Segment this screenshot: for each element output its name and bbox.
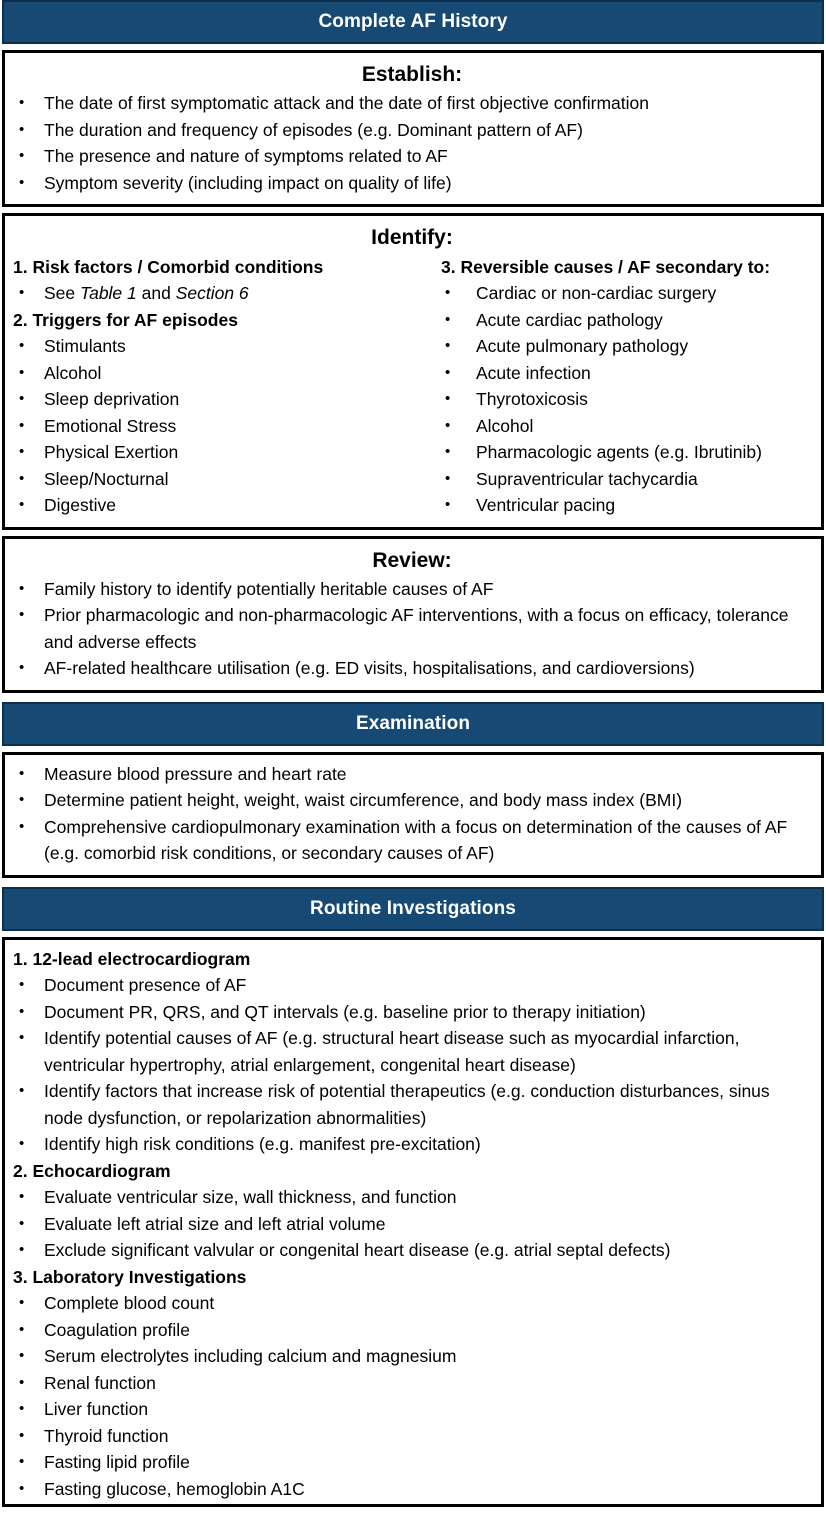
list-item: • The presence and nature of symptoms related to AF — [11, 143, 813, 170]
identify-box — [2, 213, 824, 529]
list-item: • Cardiac or non-cardiac surgery — [431, 280, 813, 307]
identify-left-column — [11, 254, 431, 519]
establish-list — [11, 90, 813, 196]
section-header-routine-investigations: Routine Investigations — [2, 887, 824, 931]
section-header-complete-af-history: Complete AF History — [2, 0, 824, 44]
list-item: • Family history to identify potentially heritable causes of AF — [11, 576, 813, 603]
identify-title: Identify: — [371, 226, 453, 250]
list-item: • Thyroid function — [11, 1423, 813, 1450]
laboratory-list — [11, 1290, 813, 1502]
review-title: Review: — [372, 548, 452, 572]
list-item: • Sleep deprivation — [11, 386, 431, 413]
ref-middle: and — [136, 283, 176, 303]
routine-heading-laboratory: 3. Laboratory Investigations — [13, 1266, 247, 1287]
list-item: • Renal function — [11, 1370, 813, 1397]
list-item: • Stimulants — [11, 333, 431, 360]
list-item: • Pharmacologic agents (e.g. Ibrutinib) — [431, 439, 813, 466]
list-item: • Liver function — [11, 1396, 813, 1423]
ecg-list — [11, 972, 813, 1158]
ref-prefix: See — [44, 283, 80, 303]
spacer — [2, 693, 824, 702]
list-item: • Alcohol — [431, 413, 813, 440]
list-item: • Comprehensive cardiopulmonary examination with a focus on determination of the causes of AF (e.g. comorbid risk conditions, or secondary causes of AF) — [11, 814, 813, 867]
list-item: • Ventricular pacing — [431, 492, 813, 519]
list-item: • Acute cardiac pathology — [431, 307, 813, 334]
list-item: • Exclude significant valvular or congenital heart disease (e.g. atrial septal defects) — [11, 1237, 813, 1264]
list-item: • Acute pulmonary pathology — [431, 333, 813, 360]
list-item: • Physical Exertion — [11, 439, 431, 466]
list-item: • Sleep/Nocturnal — [11, 466, 431, 493]
identify-columns — [11, 254, 813, 519]
list-item: • Symptom severity (including impact on quality of life) — [11, 170, 813, 197]
identify-heading-reversible-causes: 3. Reversible causes / AF secondary to: — [441, 256, 771, 277]
list-item: • Digestive — [11, 492, 431, 519]
establish-title: Establish: — [361, 63, 463, 86]
list-item: • Identify potential causes of AF (e.g. structural heart disease such as myocardial infarction, ventricular hypertrophy, atrial enlargement, congenital heart disease) — [11, 1025, 813, 1078]
identify-heading-triggers: 2. Triggers for AF episodes — [13, 309, 238, 330]
list-item: • Prior pharmacologic and non-pharmacologic AF interventions, with a focus on efficacy, tolerance and adverse effects — [11, 602, 813, 655]
examination-box — [2, 752, 824, 878]
list-item: • Emotional Stress — [11, 413, 431, 440]
establish-box — [2, 50, 824, 207]
identify-reference-list — [11, 280, 431, 307]
list-item: • Determine patient height, weight, waist circumference, and body mass index (BMI) — [11, 787, 813, 814]
routine-investigations-box — [2, 937, 824, 1508]
identify-causes-list — [431, 280, 813, 519]
list-item: • Serum electrolytes including calcium and magnesium — [11, 1343, 813, 1370]
list-item: • Identify high risk conditions (e.g. manifest pre-excitation) — [11, 1131, 813, 1158]
examination-list — [11, 761, 813, 867]
list-item: • Complete blood count — [11, 1290, 813, 1317]
list-item: • Document PR, QRS, and QT intervals (e.g. baseline prior to therapy initiation) — [11, 999, 813, 1026]
list-item: • The date of first symptomatic attack and the date of first objective confirmation — [11, 90, 813, 117]
list-item: • Acute infection — [431, 360, 813, 387]
list-item: • Fasting glucose, hemoglobin A1C — [11, 1476, 813, 1503]
review-list — [11, 576, 813, 682]
identify-heading-risk-factors: 1. Risk factors / Comorbid conditions — [13, 256, 324, 277]
review-box — [2, 536, 824, 693]
identify-triggers-list — [11, 333, 431, 519]
list-item: • Supraventricular tachycardia — [431, 466, 813, 493]
list-item: • AF-related healthcare utilisation (e.g. ED visits, hospitalisations, and cardioversions) — [11, 655, 813, 682]
list-item: • Document presence of AF — [11, 972, 813, 999]
list-item — [11, 280, 431, 307]
list-item: • Thyrotoxicosis — [431, 386, 813, 413]
list-item: • Evaluate ventricular size, wall thickness, and function — [11, 1184, 813, 1211]
identify-right-column — [431, 254, 813, 519]
list-item: • Evaluate left atrial size and left atrial volume — [11, 1211, 813, 1238]
ref-table: Table 1 — [80, 283, 137, 303]
list-item: • Coagulation profile — [11, 1317, 813, 1344]
list-item: • Identify factors that increase risk of potential therapeutics (e.g. conduction disturbances, sinus node dysfunction, or repolarization abnormalities) — [11, 1078, 813, 1131]
list-item: • The duration and frequency of episodes (e.g. Dominant pattern of AF) — [11, 117, 813, 144]
section-header-examination: Examination — [2, 702, 824, 746]
echo-list — [11, 1184, 813, 1264]
list-item: • Alcohol — [11, 360, 431, 387]
routine-heading-ecg: 1. 12-lead electrocardiogram — [13, 948, 251, 969]
list-item: • Fasting lipid profile — [11, 1449, 813, 1476]
list-item: • Measure blood pressure and heart rate — [11, 761, 813, 788]
routine-heading-echo: 2. Echocardiogram — [13, 1160, 171, 1181]
spacer — [2, 878, 824, 887]
ref-section: Section 6 — [175, 283, 249, 303]
